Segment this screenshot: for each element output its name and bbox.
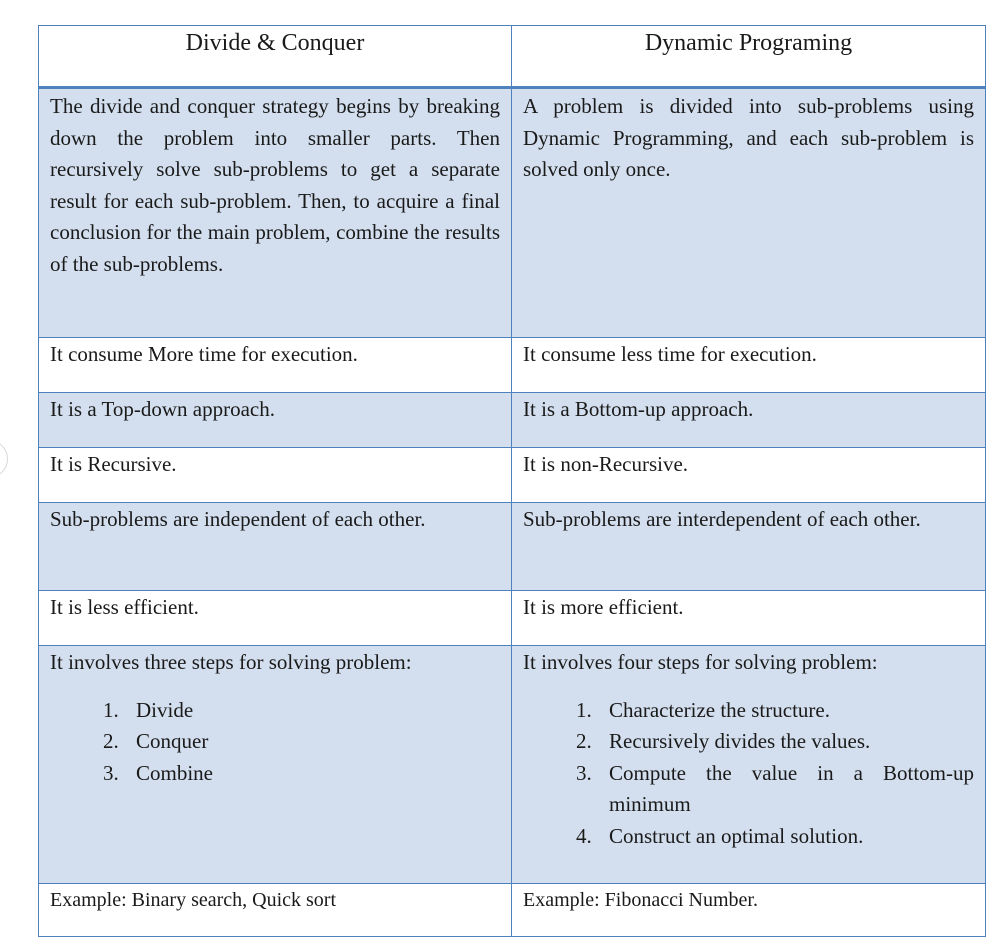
list-item: 1. Divide [124, 695, 500, 727]
table-row [39, 884, 986, 937]
dc-steps-list [50, 695, 500, 790]
cell-dp-efficiency: It is more efficient. [512, 591, 986, 646]
list-item: 3. Combine [124, 758, 500, 790]
cell-dp-time: It consume less time for execution. [512, 338, 986, 393]
cell-dp-approach: It is a Bottom-up approach. [512, 393, 986, 448]
list-item: 3. Compute the value in a Bottom-up minimum [597, 758, 974, 821]
cell-dc-example: Example: Binary search, Quick sort [39, 884, 512, 937]
table-row [39, 448, 986, 503]
cell-dc-efficiency: It is less efficient. [39, 591, 512, 646]
table-row [39, 88, 986, 338]
header-row [39, 26, 986, 88]
cell-dp-steps [512, 646, 986, 884]
cell-dc-steps [39, 646, 512, 884]
list-item: 4. Construct an optimal solution. [597, 821, 974, 853]
dp-steps-list [523, 695, 974, 853]
table-row [39, 393, 986, 448]
cell-dc-recursion: It is Recursive. [39, 448, 512, 503]
header-dynamic-programming: Dynamic Programing [512, 26, 986, 88]
cell-dc-subproblems: Sub-problems are independent of each other. [39, 503, 512, 591]
edge-circle-decoration [0, 440, 8, 478]
header-divide-and-conquer: Divide & Conquer [39, 26, 512, 88]
dc-steps-intro: It involves three steps for solving problem: [50, 650, 412, 674]
dp-steps-intro: It involves four steps for solving problem: [523, 650, 878, 674]
list-item: 2. Recursively divides the values. [597, 726, 974, 758]
comparison-table [38, 25, 986, 937]
list-item: 2. Conquer [124, 726, 500, 758]
table-row [39, 646, 986, 884]
cell-dp-recursion: It is non-Recursive. [512, 448, 986, 503]
cell-dp-subproblems: Sub-problems are interdependent of each other. [512, 503, 986, 591]
cell-dp-example: Example: Fibonacci Number. [512, 884, 986, 937]
table-row [39, 338, 986, 393]
cell-dc-approach: It is a Top-down approach. [39, 393, 512, 448]
table-row [39, 591, 986, 646]
cell-dc-description: The divide and conquer strategy begins by breaking down the problem into smaller parts. Then recursively solve sub-problems to get a separate result for each sub-problem. Then, to acquire a final conclusion for the main problem, combine the results of the sub-problems. [39, 88, 512, 338]
cell-dp-description: A problem is divided into sub-problems using Dynamic Programming, and each sub-problem is solved only once. [512, 88, 986, 338]
cell-dc-time: It consume More time for execution. [39, 338, 512, 393]
table-row [39, 503, 986, 591]
list-item: 1. Characterize the structure. [597, 695, 974, 727]
